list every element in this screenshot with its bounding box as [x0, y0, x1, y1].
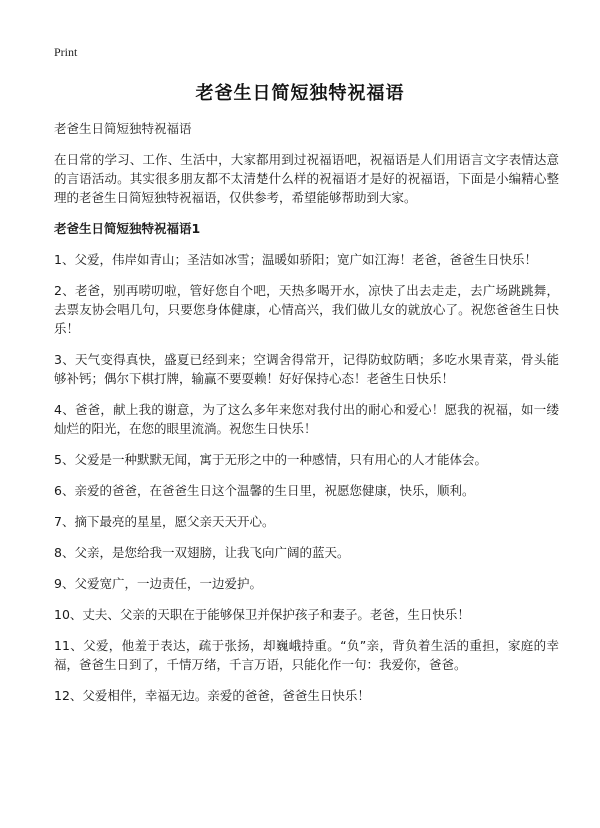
- wish-item-12: 12、父爱相伴，幸福无边。亲爱的爸爸，爸爸生日快乐！: [54, 688, 370, 703]
- article-subtitle: 老爸生日简短独特祝福语: [54, 121, 192, 136]
- wish-item-1: 1、父爱，伟岸如青山；圣洁如冰雪；温暖如骄阳；宽广如江海！老爸，爸爸生日快乐！: [54, 252, 537, 267]
- wish-item-4: 4、爸爸，献上我的谢意，为了这么多年来您对我付出的耐心和爱心！愿我的祝福，如一缕灿烂的阳光，在您的眼里流淌。祝您生日快乐！: [54, 402, 559, 436]
- wish-item-9: 9、父爱宽广，一边责任，一边爱护。: [54, 576, 262, 591]
- wish-item-6: 6、亲爱的爸爸，在爸爸生日这个温馨的生日里，祝愿您健康，快乐，顺利。: [54, 483, 475, 498]
- wish-item-3: 3、天气变得真快，盛夏已经到来；空调舍得常开，记得防蚊防晒；多吃水果青菜，骨头能够补钙；偶尔下棋打牌，输赢不要耍赖！好好保持心态！老爸生日快乐！: [54, 352, 559, 386]
- wish-item-5: 5、父爱是一种默默无闻，寓于无形之中的一种感情，只有用心的人才能体会。: [54, 452, 487, 467]
- wish-item-2: 2、老爸，别再唠叨啦，管好您自个吧，天热多喝开水，凉快了出去走走，去广场跳跳舞，去票友协会唱几句，只要您身体健康，心情高兴，我们做儿女的就放心了。祝您爸爸生日快乐！: [54, 283, 559, 336]
- wish-item-10: 10、丈夫、父亲的天职在于能够保卫并保护孩子和妻子。老爸，生日快乐！: [54, 607, 470, 622]
- print-label[interactable]: Print: [54, 45, 78, 59]
- section-heading: 老爸生日简短独特祝福语1: [54, 221, 201, 236]
- wish-item-7: 7、摘下最亮的星星，愿父亲天天开心。: [54, 514, 275, 529]
- intro-paragraph: 在日常的学习、工作、生活中，大家都用到过祝福语吧，祝福语是人们用语言文字表情达意的言语活动。其实很多朋友都不太清楚什么样的祝福语才是好的祝福语，下面是小编精心整理的老爸生日简短独特祝福语，仅供参考，希望能够帮助到大家。: [54, 152, 559, 205]
- article-body: [54, 119, 559, 717]
- wish-item-11: 11、父爱，他羞于表达，疏于张扬，却巍峨持重。“负”亲，背负着生活的重担，家庭的幸福，爸爸生日到了，千情万绪，千言万语，只能化作一句：我爱你，爸爸。: [54, 638, 559, 672]
- wish-item-8: 8、父亲，是您给我一双翅膀，让我飞向广阔的蓝天。: [54, 545, 350, 560]
- page-title: 老爸生日简短独特祝福语: [195, 83, 405, 104]
